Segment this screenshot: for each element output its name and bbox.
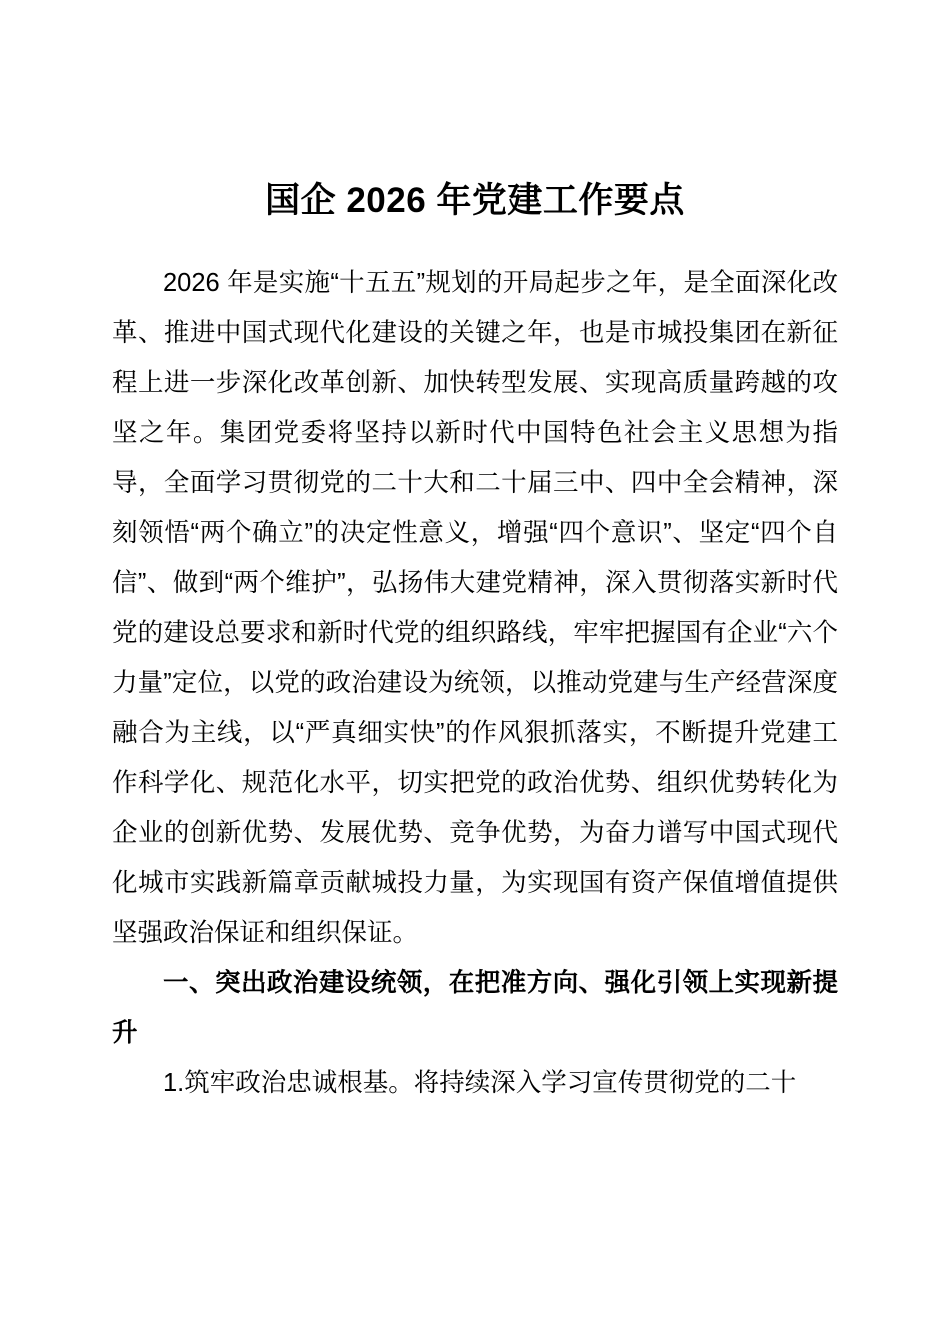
- title-spacer: [112, 226, 838, 258]
- item-1-1: 1.筑牢政治忠诚根基。将持续深入学习宣传贯彻党的二十: [163, 1069, 797, 1097]
- document-body: [112, 0, 838, 1108]
- page-title: 国企 2026 年党建工作要点: [265, 181, 685, 220]
- section-heading-1: 一、突出政治建设统领，在把准方向、强化引领上实现新提升: [112, 969, 838, 1047]
- intro-paragraph: 2026 年是实施“十五五”规划的开局起步之年，是全面深化改革、推进中国式现代化建设的关键之年，也是市城投集团在新征程上进一步深化改革创新、加快转型发展、实现高质量跨越的攻坚之年。集团党委将坚持以新时代中国特色社会主义思想为指导，全面学习贯彻党的二十大和二十届三中、四中全会精神，深刻领悟“两个确立”的决定性意义，增强“四个意识”、坚定“四个自信”、做到“两个维护”，弘扬伟大建党精神，深入贯彻落实新时代党的建设总要求和新时代党的组织路线，牢牢把握国有企业“六个力量”定位，以党的政治建设为统领，以推动党建与生产经营深度融合为主线，以“严真细实快”的作风狠抓落实，不断提升党建工作科学化、规范化水平，切实把党的政治优势、组织优势转化为企业的创新优势、发展优势、竞争优势，为奋力谱写中国式现代化城市实践新篇章贡献城投力量，为实现国有资产保值增值提供坚强政治保证和组织保证。: [112, 269, 838, 947]
